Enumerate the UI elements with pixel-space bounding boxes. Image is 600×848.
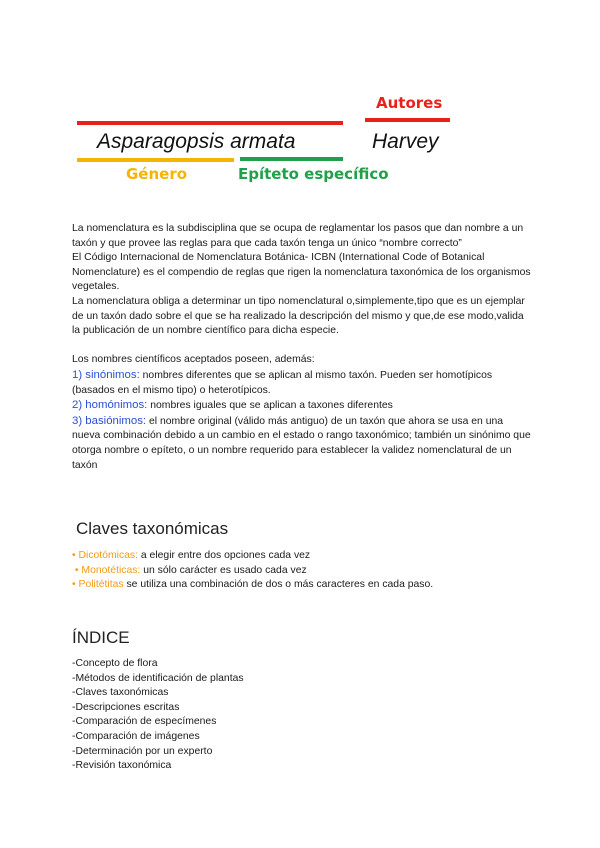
yellow-bar-genus: [77, 158, 234, 162]
indice-item: -Concepto de flora: [72, 658, 158, 669]
autores-label: Autores: [376, 94, 443, 112]
indice-item: -Revisión taxonómica: [72, 760, 172, 772]
genero-label: Género: [126, 165, 188, 183]
epithet-name: armata: [230, 130, 296, 153]
intro-paragraph-2: El Código Internacional de Nomenclatura Botánica- ICBN (International Code of Botanical Nomenclature) es el compendio de reglas que rigen la nomenclatura taxonómica de los organismos vegetales.: [72, 252, 531, 293]
term-homonimos: 2) homónimos:: [72, 399, 148, 412]
indice-item: -Claves taxonómicas: [72, 687, 169, 699]
term-basionimos: 3) basiónimos:: [72, 414, 147, 427]
term-monoteticas: • Monotéticas:: [72, 564, 141, 576]
claves-item-dicotomicas: • Dicotómicas: a elegir entre dos opciones cada vez: [72, 550, 311, 561]
intro-paragraph-3: La nomenclatura obliga a determinar un tipo nomenclatural o,simplemente,tipo que es un ejemplar de un taxón dado sobre el que se ha realizado la descripción del mismo y que,de ese modo,valida la publicación de un nombre científico para dicha especie.: [72, 295, 525, 337]
claves-item-politetitas: • Politétitas se utiliza una combinación de dos o más caracteres en cada paso.: [72, 579, 434, 591]
indice-item: -Descripciones escritas: [72, 701, 180, 713]
names-item-homonimos: 2) homónimos: nombres iguales que se aplican a taxones diferentes: [72, 399, 393, 412]
claves-heading: Claves taxonómicas: [76, 519, 229, 538]
indice-item: -Métodos de identificación de plantas: [72, 672, 244, 684]
red-bar-author: [365, 118, 450, 122]
indice-list: [72, 657, 244, 774]
indice-item: -Comparación de imágenes: [72, 730, 200, 742]
genus-name: Asparagopsis: [97, 130, 225, 153]
term-sinonimos: 1) sinónimos:: [72, 368, 140, 381]
intro-section: [72, 222, 532, 473]
author-name: Harvey: [372, 130, 439, 153]
species-name: [97, 130, 295, 154]
term-politetitas: • Politétitas: [72, 579, 124, 591]
red-bar-genus-epithet: [77, 121, 343, 125]
indice-heading: ÍNDICE: [72, 628, 130, 647]
intro-paragraph-1: La nomenclatura es la subdisciplina que se ocupa de reglamentar los pasos que dan nombre a un taxón y que provee las reglas para que cada taxón tenga un único “nombre correcto”: [72, 223, 524, 249]
names-item-sinonimos: 1) sinónimos: nombres diferentes que se aplican al mismo taxón. Pueden ser homotípicos (basados en el mismo tipo) o heterotípicos.: [72, 368, 493, 396]
names-item-basionimos: 3) basiónimos: el nombre original (válido más antiguo) de un taxón que ahora se usa en una nueva combinación debido a un cambio en el estado o rango taxonómico; también un sinónimo que otorga nombre o epíteto, o un nombre requerido para establecer la validez nomenclatural de un taxón: [72, 414, 531, 471]
epiteto-label: Epíteto específico: [238, 165, 389, 183]
claves-list: [72, 549, 433, 593]
names-lead: Los nombres científicos aceptados poseen, además:: [72, 354, 315, 366]
green-bar-epithet: [240, 157, 343, 161]
indice-item: -Determinación por un experto: [72, 745, 213, 757]
term-dicotomicas: • Dicotómicas:: [72, 550, 138, 561]
claves-item-monoteticas: • Monotéticas: un sólo carácter es usado cada vez: [72, 564, 307, 576]
indice-item: -Comparación de especímenes: [72, 716, 217, 728]
